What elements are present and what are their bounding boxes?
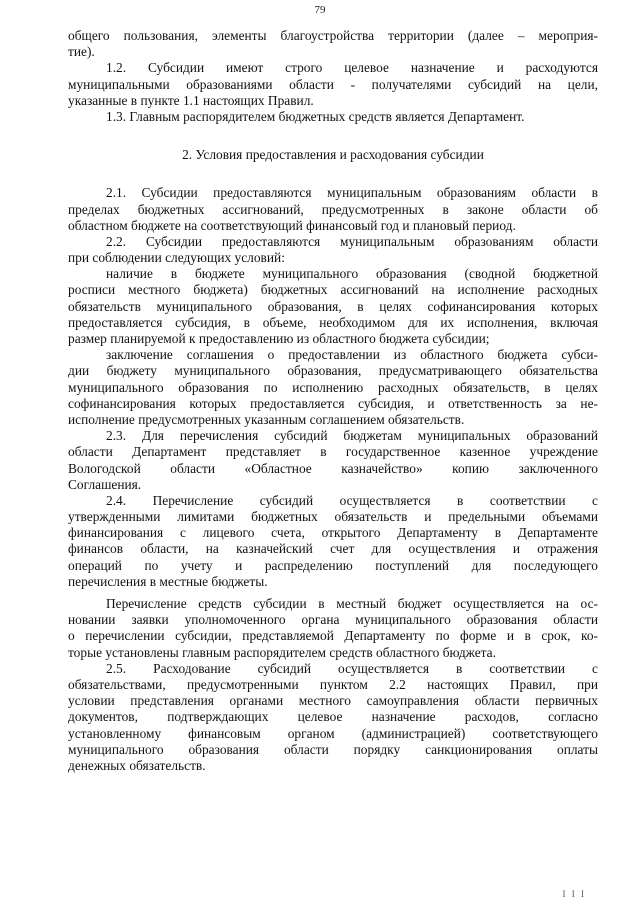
- text-line: росписи местного бюджета) бюджетных ассигнований на исполнение расходных: [68, 282, 598, 298]
- text-line: муниципального образования области порядку санкционирования оплаты: [68, 741, 598, 757]
- paragraph-2-4: 2.4. Перечисление субсидий осуществляется в соответствии с: [106, 492, 598, 508]
- paragraph-1-2: 1.2. Субсидии имеют строго целевое назначение и расходуются: [106, 60, 598, 76]
- text-line: Соглашения.: [68, 476, 142, 492]
- condition-1: наличие в бюджете муниципального образования (сводной бюджетной: [106, 266, 598, 282]
- corner-mark: I I I: [562, 889, 586, 899]
- text-line: денежных обязательств.: [68, 757, 206, 773]
- text-line: указанные в пункте 1.1 настоящих Правил.: [68, 92, 314, 108]
- paragraph-2-5: 2.5. Расходование субсидий осуществляется в соответствии с: [106, 660, 598, 676]
- text-line: документов, подтверждающих целевое назначение расходов, согласно: [68, 709, 598, 725]
- text-line: Вологодской области «Областное казначейство» копию заключенного: [68, 460, 598, 476]
- text-line: о перечислении субсидии, представляемой Департаменту по форме и в срок, ко-: [68, 628, 598, 644]
- text-line: области Департамент представляет в государственное казенное учреждение: [68, 444, 598, 460]
- text-line: софинансирования которых предоставляется субсидия, и ответственность за не-: [68, 395, 598, 411]
- paragraph-2-3: 2.3. Для перечисления субсидий бюджетам муниципальных образований: [106, 428, 598, 444]
- text-line: исполнение предусмотренных указанным соглашением обязательств.: [68, 411, 465, 427]
- text-line: областном бюджете на соответствующий финансовый год и плановый период.: [68, 217, 516, 233]
- paragraph-1-3: 1.3. Главным распорядителем бюджетных средств является Департамент.: [106, 108, 525, 124]
- text-line: пределах бюджетных ассигнований, предусмотренных в законе области об: [68, 201, 598, 217]
- text-line: обязательствами, предусмотренными пунктом 2.2 настоящих Правил, при: [68, 676, 598, 692]
- page-number: 79: [314, 4, 326, 16]
- text-line: общего пользования, элементы благоустройства территории (далее – мероприя-: [68, 28, 598, 43]
- text-line: при соблюдении следующих условий:: [68, 250, 285, 266]
- text-line: дии бюджету муниципального образования, предусматривающего обязательства: [68, 363, 598, 379]
- text-line: финансирования с лицевого счета, открытого Департаменту в Департаменте: [68, 525, 598, 541]
- text-line: предоставляется субсидия, в объеме, необходимом для их исполнения, включая: [68, 314, 598, 330]
- text-line: муниципальными образованиями области - получателями субсидий на цели,: [68, 76, 598, 92]
- text-line: муниципального образования по исполнению расходных обязательств, в целях: [68, 379, 598, 395]
- text-line: торые установлены главным распорядителем средств областного бюджета.: [68, 644, 496, 660]
- text-line: утвержденными лимитами бюджетных обязательств и предельными объемами: [68, 509, 598, 525]
- text-line: перечисления в местные бюджеты.: [68, 573, 268, 589]
- paragraph-transfer: Перечисление средств субсидии в местный бюджет осуществляется на ос-: [106, 596, 598, 611]
- text-line: размер планируемой к предоставлению из областного бюджета субсидии;: [68, 331, 490, 346]
- text-line: финансов области, на казначейский счет для осуществления и отражения: [68, 541, 598, 557]
- document-body: [68, 28, 598, 774]
- text-line: операций по учету и распределению поступлений для последующего: [68, 557, 598, 573]
- text-line: тие).: [68, 44, 95, 60]
- text-line: новании заявки уполномоченного органа муниципального образования области: [68, 612, 598, 628]
- section-heading: 2. Условия предоставления и расходования субсидии: [182, 147, 484, 163]
- text-line: условии представления органами местного самоуправления области первичных: [68, 693, 598, 709]
- text-line: обязательств муниципального образования, в целях софинансирования которых: [68, 298, 598, 314]
- text-line: установленному финансовым органом (администрацией) соответствующего: [68, 725, 598, 741]
- paragraph-2-1: 2.1. Субсидии предоставляются муниципальным образованиям области в: [106, 185, 598, 201]
- condition-2: заключение соглашения о предоставлении из областного бюджета субси-: [106, 347, 598, 363]
- paragraph-2-2: 2.2. Субсидии предоставляются муниципальным образованиям области: [106, 233, 598, 249]
